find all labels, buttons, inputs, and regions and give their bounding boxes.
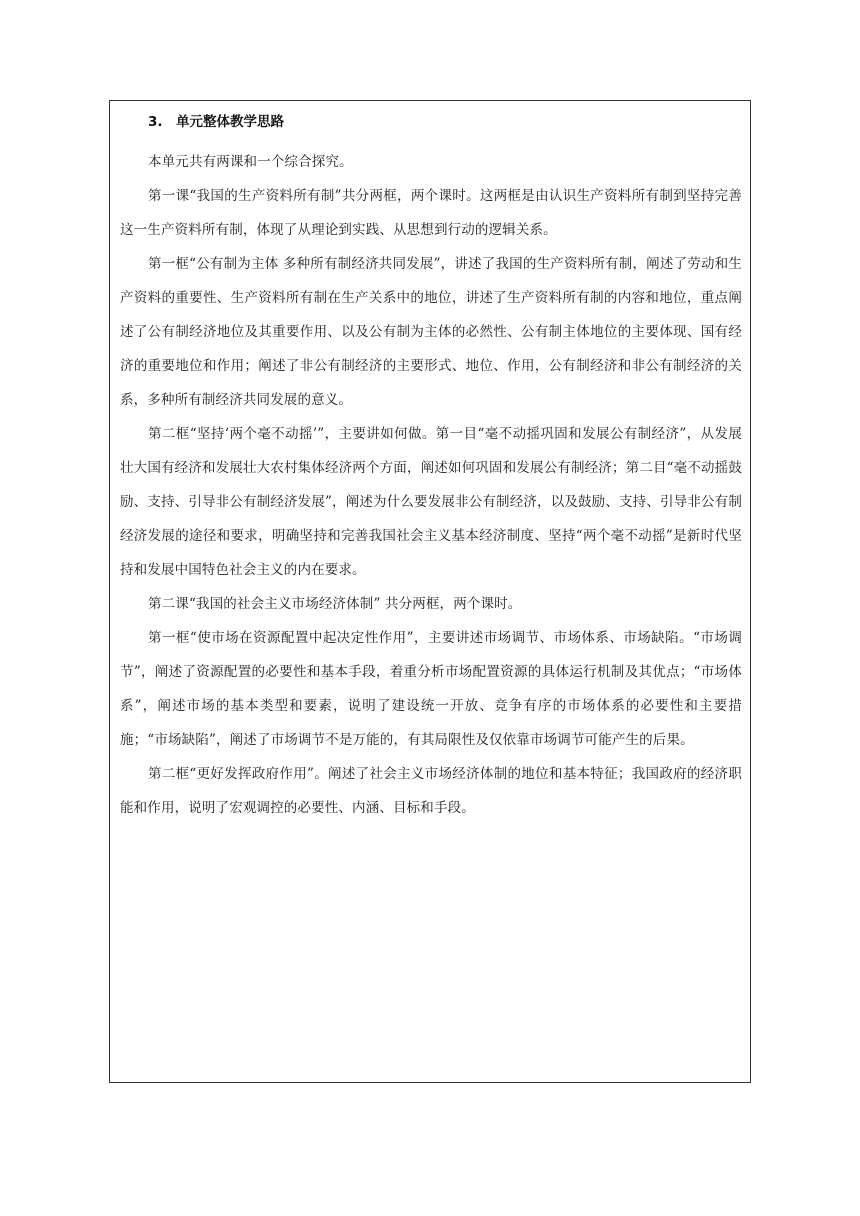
- section-heading: [120, 111, 742, 134]
- paragraph-intro: 本单元共有两课和一个综合探究。: [148, 154, 353, 170]
- document-body: [120, 111, 742, 825]
- paragraph-lesson-2-frame-2: 第二框“更好发挥政府作用”。阐述了社会主义市场经济体制的地位和基本特征；我国政府的经济职能和作用，说明了宏观调控的必要性、内涵、目标和手段。: [120, 766, 742, 816]
- paragraph-lesson-1-frame-2: 第二框“坚持‘两个毫不动摇’”，主要讲如何做。第一目“毫不动摇巩固和发展公有制经济”，从发展壮大国有经济和发展壮大农村集体经济两个方面，阐述如何巩固和发展公有制经济；第二目“毫不动摇鼓励、支持、引导非公有制经济发展”，阐述为什么要发展非公有制经济，以及鼓励、支持、引导非公有制经济发展的途径和要求，明确坚持和完善我国社会主义基本经济制度、坚持“两个毫不动摇”是新时代坚持和发展中国特色社会主义的内在要求。: [120, 426, 742, 578]
- paragraph-lesson-2-frame-1: 第一框“使市场在资源配置中起决定性作用”，主要讲述市场调节、市场体系、市场缺陷。“市场调节”，阐述了资源配置的必要性和基本手段，着重分析市场配置资源的具体运行机制及其优点；“市场体系”，阐述市场的基本类型和要素，说明了建设统一开放、竞争有序的市场体系的必要性和主要措施；“市场缺陷”，阐述了市场调节不是万能的，有其局限性及仅依靠市场调节可能产生的后果。: [120, 630, 742, 748]
- content-table-cell: [109, 100, 751, 1083]
- paragraph-lesson-1-frame-1: 第一框“公有制为主体 多种所有制经济共同发展”，讲述了我国的生产资料所有制，阐述了劳动和生产资料的重要性、生产资料所有制在生产关系中的地位，讲述了生产资料所有制的内容和地位，重点阐述了公有制经济地位及其重要作用、以及公有制为主体的必然性、公有制主体地位的主要体现、国有经济的重要地位和作用；阐述了非公有制经济的主要形式、地位、作用，公有制经济和非公有制经济的关系，多种所有制经济共同发展的意义。: [120, 256, 742, 408]
- paragraph-lesson-2: 第二课“我国的社会主义市场经济体制” 共分两框，两个课时。: [148, 596, 522, 612]
- paragraph-lesson-1: 第一课“我国的生产资料所有制”共分两框，两个课时。这两框是由认识生产资料所有制到坚持完善这一生产资料所有制，体现了从理论到实践、从思想到行动的逻辑关系。: [120, 188, 742, 238]
- section-number: 3.: [148, 114, 163, 130]
- section-title: 单元整体教学思路: [176, 114, 284, 130]
